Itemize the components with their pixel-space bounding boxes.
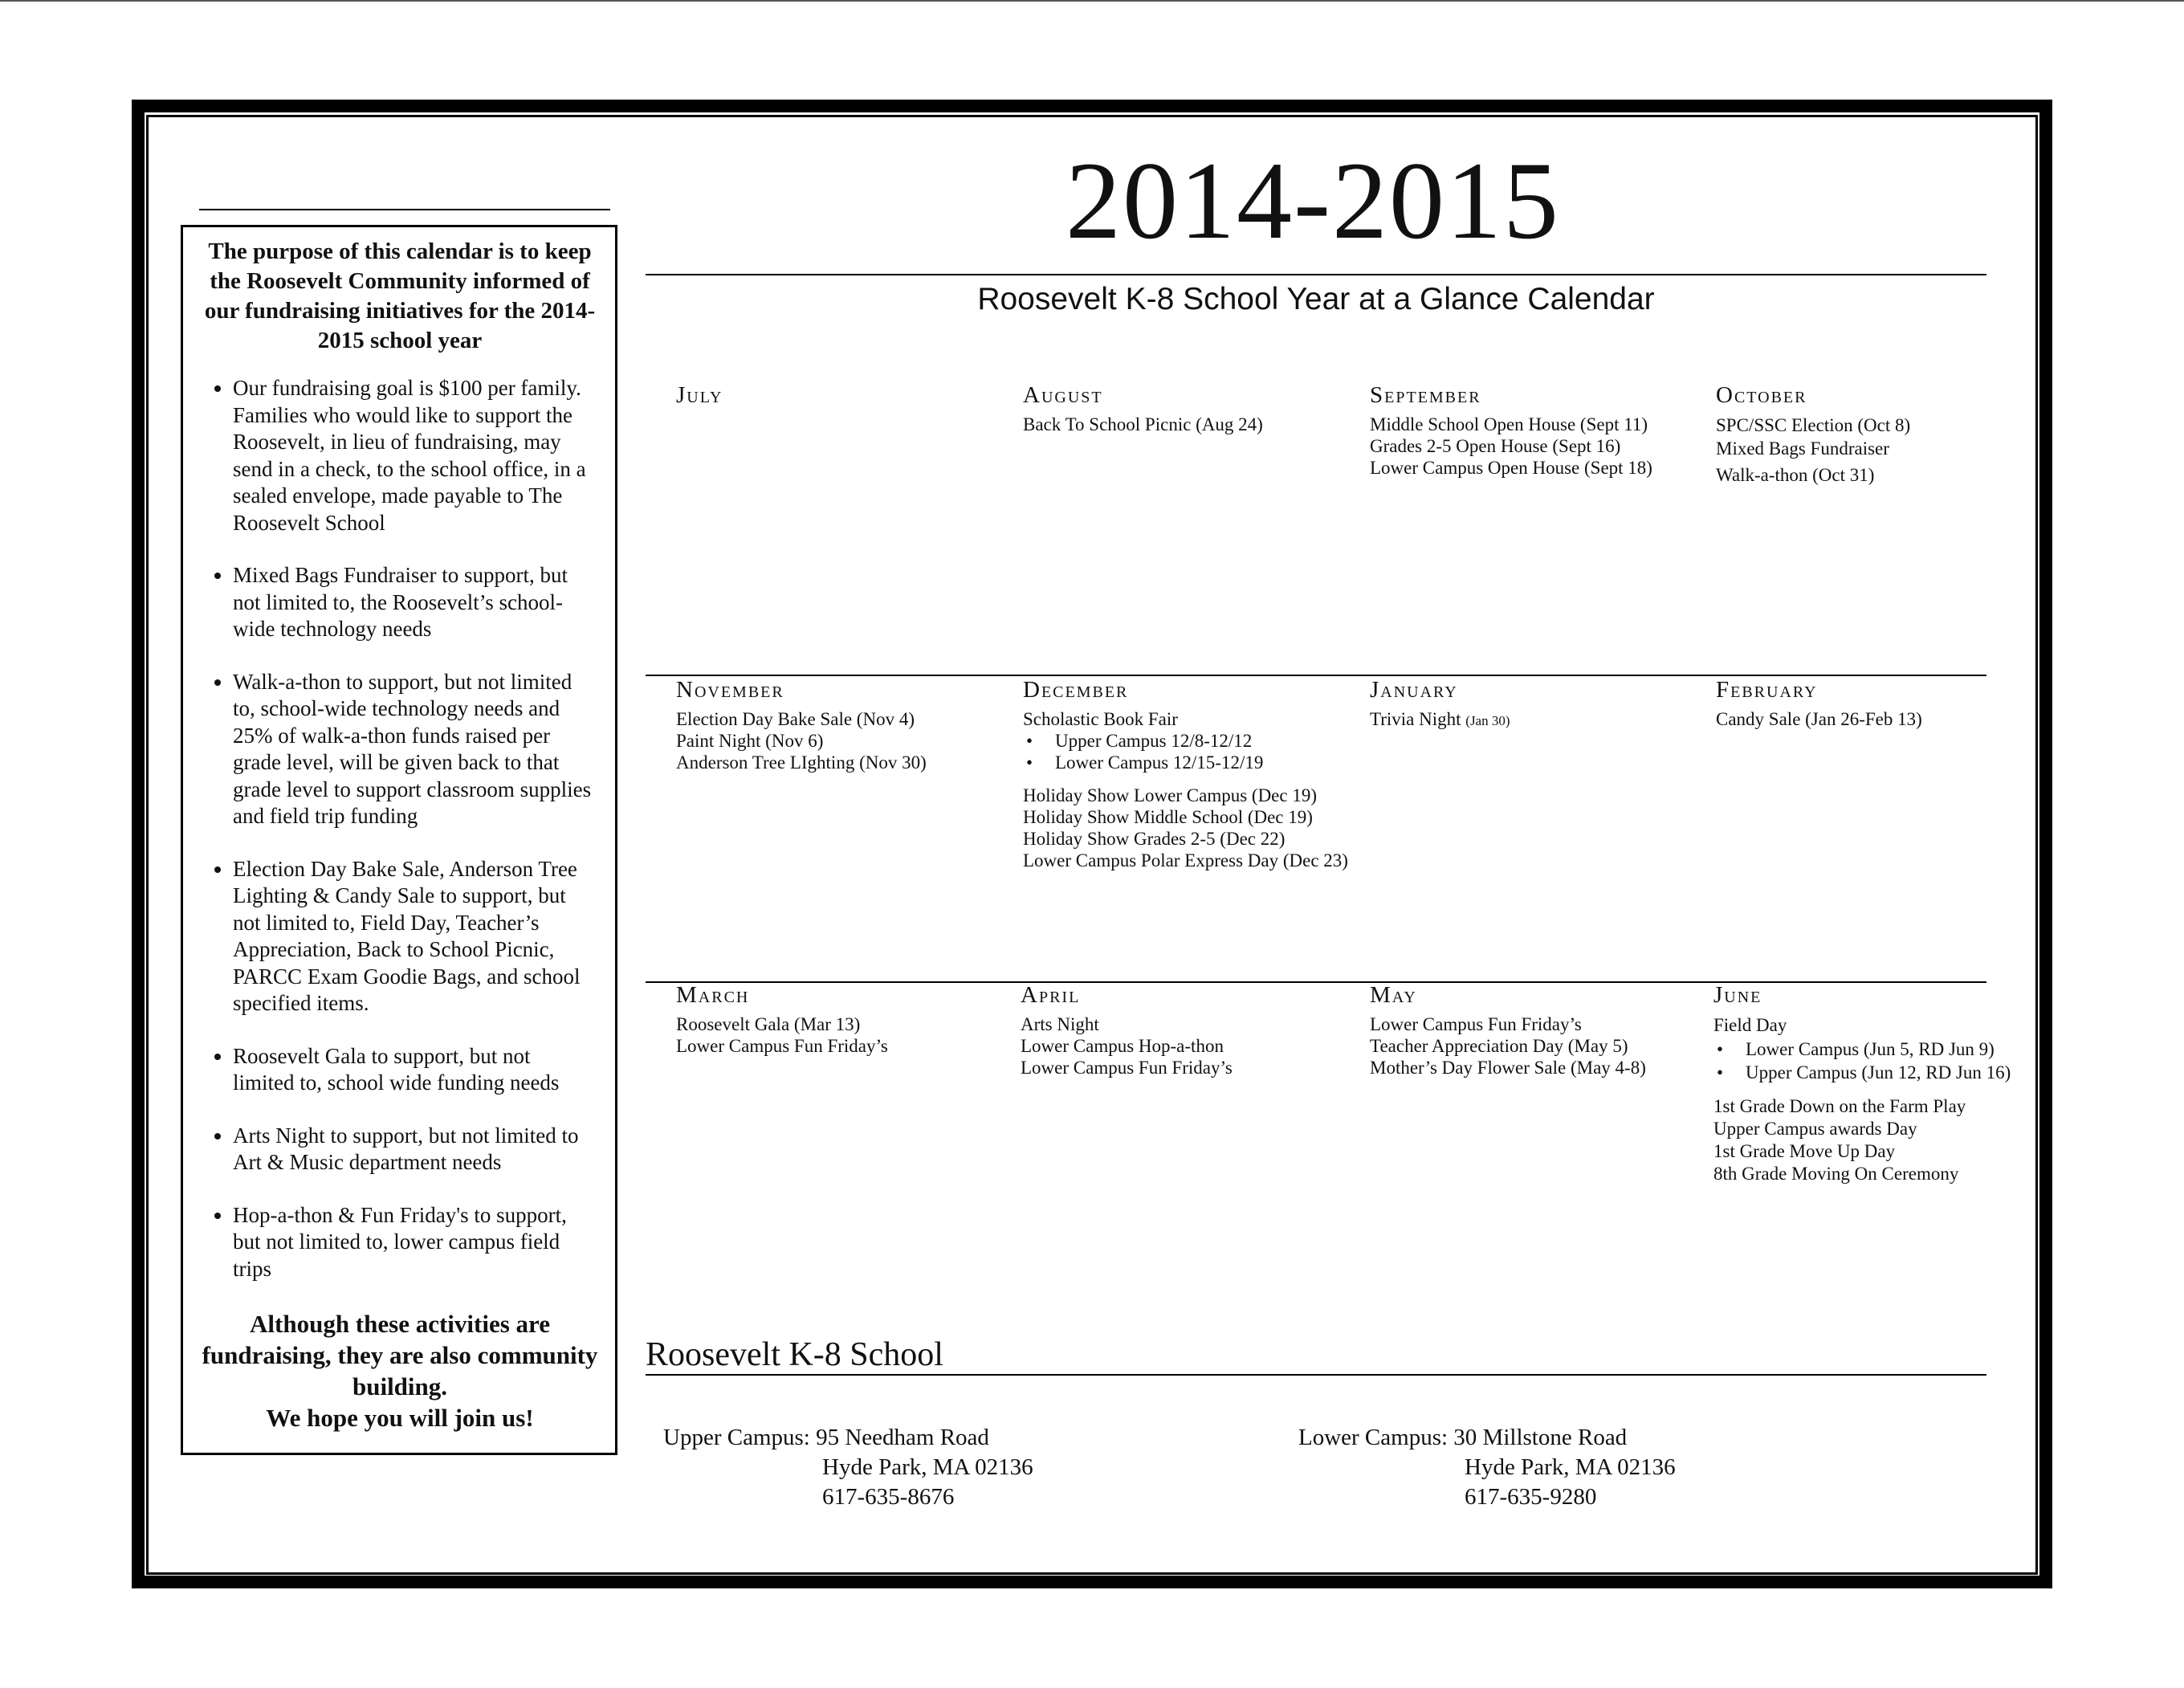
event: Scholastic Book Fair (1023, 709, 1178, 729)
event: Arts Night (1021, 1014, 1099, 1034)
event: Holiday Show Lower Campus (Dec 19) (1023, 785, 1318, 805)
event: 8th Grade Moving On Ceremony (1713, 1164, 1959, 1184)
event: Upper Campus awards Day (1713, 1119, 1917, 1139)
purpose-statement: The purpose of this calendar is to keep the Roosevelt Community informed of our fundraising initiatives for the 2014-2015 school year (204, 239, 596, 353)
lower-campus-address (1298, 1423, 1676, 1512)
fundraising-sidebar (181, 225, 617, 1455)
event: Candy Sale (Jan 26-Feb 13) (1716, 709, 1922, 729)
event: Holiday Show Middle School (Dec 19) (1023, 807, 1313, 827)
month-february (1716, 676, 2053, 730)
event: Lower Campus Fun Friday’s (676, 1036, 888, 1056)
event-date: (Jan 30) (1465, 713, 1510, 728)
event: Lower Campus Polar Express Day (Dec 23) (1023, 850, 1348, 871)
event: 1st Grade Down on the Farm Play (1713, 1096, 1966, 1116)
sidebar-top-rule (199, 209, 610, 210)
list-item: • Mixed Bags Fundraiser to support, but not limited to, the Roosevelt’s school-wide technology needs (233, 562, 599, 643)
event: Paint Night (Nov 6) (676, 731, 824, 751)
event: Anderson Tree LIghting (Nov 30) (676, 752, 927, 773)
month-june (1713, 981, 2051, 1185)
page-subtitle: Roosevelt K-8 School Year at a Glance Calendar (977, 282, 1655, 316)
month-september (1370, 381, 1707, 479)
list-item: • Arts Night to support, but not limited to Art & Music department needs (233, 1123, 599, 1176)
event-bullet: • Upper Campus 12/8-12/12 (1023, 730, 1360, 752)
event (1370, 708, 1707, 732)
event: Mixed Bags Fundraiser (1716, 438, 1889, 459)
event-bullet: • Upper Campus (Jun 12, RD Jun 16) (1713, 1061, 2051, 1084)
event: Grades 2-5 Open House (Sept 16) (1370, 436, 1621, 456)
list-item: • Walk-a-thon to support, but not limited to, school-wide technology needs and 25% of walk-a-thon funds raised per grade level, will be given back to that grade level to support classroom supplies and field trip funding (233, 669, 599, 830)
month-october (1716, 381, 2053, 487)
event: Holiday Show Grades 2-5 (Dec 22) (1023, 829, 1286, 849)
address-city: Hyde Park, MA 02136 (1465, 1454, 1676, 1480)
list-item: • Hop-a-thon & Fun Friday's to support, but not limited to, lower campus field trips (233, 1202, 599, 1283)
month-december (1023, 676, 1360, 871)
event: Lower Campus Open House (Sept 18) (1370, 458, 1652, 478)
list-item: • Our fundraising goal is $100 per family. Families who would like to support the Roosevelt, in lieu of fundraising, may send in a check, to the school office, in a sealed envelope, made payable to The Roosevelt School (233, 375, 599, 536)
upper-campus-address (663, 1423, 1033, 1512)
event: Mother’s Day Flower Sale (May 4-8) (1370, 1058, 1646, 1078)
event: SPC/SSC Election (Oct 8) (1716, 415, 1911, 435)
address-line: Lower Campus: 30 Millstone Road (1298, 1425, 1628, 1450)
month-name: June (1713, 982, 1762, 1008)
event: Field Day (1713, 1015, 1787, 1035)
address-city: Hyde Park, MA 02136 (822, 1454, 1033, 1480)
month-name: April (1021, 982, 1081, 1008)
event: Lower Campus Fun Friday’s (1021, 1058, 1233, 1078)
event: Lower Campus Fun Friday’s (1370, 1014, 1582, 1034)
event: Lower Campus Hop-a-thon (1021, 1036, 1224, 1056)
month-name: September (1370, 382, 1481, 408)
fundraising-list (201, 375, 599, 1282)
month-name: October (1716, 382, 1807, 408)
month-name: November (676, 677, 784, 703)
closing-line-2: We hope you will join us! (266, 1404, 534, 1432)
event: Roosevelt Gala (Mar 13) (676, 1014, 861, 1034)
month-name: December (1023, 677, 1129, 703)
month-november (676, 676, 1013, 773)
closing-statement (201, 1308, 599, 1433)
month-name: May (1370, 982, 1417, 1008)
event: Back To School Picnic (Aug 24) (1023, 414, 1263, 434)
event: Middle School Open House (Sept 11) (1370, 414, 1648, 434)
month-may (1370, 981, 1707, 1078)
month-march (676, 981, 1013, 1057)
top-edge-rule (0, 0, 2184, 2)
event-bullet: • Lower Campus (Jun 5, RD Jun 9) (1713, 1038, 2051, 1061)
address-line: Upper Campus: 95 Needham Road (663, 1425, 989, 1450)
list-item: • Roosevelt Gala to support, but not limited to, school wide funding needs (233, 1043, 599, 1097)
address-phone: 617-635-8676 (822, 1484, 955, 1510)
list-item: • Election Day Bake Sale, Anderson Tree Lighting & Candy Sale to support, but not limited to, Field Day, Teacher’s Appreciation, Back to School Picnic, PARCC Exam Goodie Bags, and school specified items. (233, 856, 599, 1017)
event: Walk-a-thon (Oct 31) (1716, 465, 1875, 485)
event-title: Trivia Night (1370, 709, 1461, 729)
month-august (1023, 381, 1360, 435)
month-name: July (676, 382, 723, 408)
closing-line-1: Although these activities are fundraising, they are also community building. (202, 1310, 598, 1401)
month-name: January (1370, 677, 1458, 703)
month-january (1370, 676, 1707, 732)
month-name: March (676, 982, 750, 1008)
footer-rule (646, 1374, 1986, 1376)
school-name: Roosevelt K-8 School (646, 1336, 943, 1373)
event: Teacher Appreciation Day (May 5) (1370, 1036, 1628, 1056)
month-name: February (1716, 677, 1818, 703)
event: 1st Grade Move Up Day (1713, 1141, 1896, 1161)
header-rule (646, 274, 1986, 275)
event-bullet: • Lower Campus 12/15-12/19 (1023, 752, 1360, 773)
event: Election Day Bake Sale (Nov 4) (676, 709, 915, 729)
month-april (1021, 981, 1358, 1078)
address-phone: 617-635-9280 (1465, 1484, 1597, 1510)
month-name: August (1023, 382, 1103, 408)
page-title: 2014-2015 (1066, 139, 1560, 262)
month-july (676, 381, 1013, 414)
